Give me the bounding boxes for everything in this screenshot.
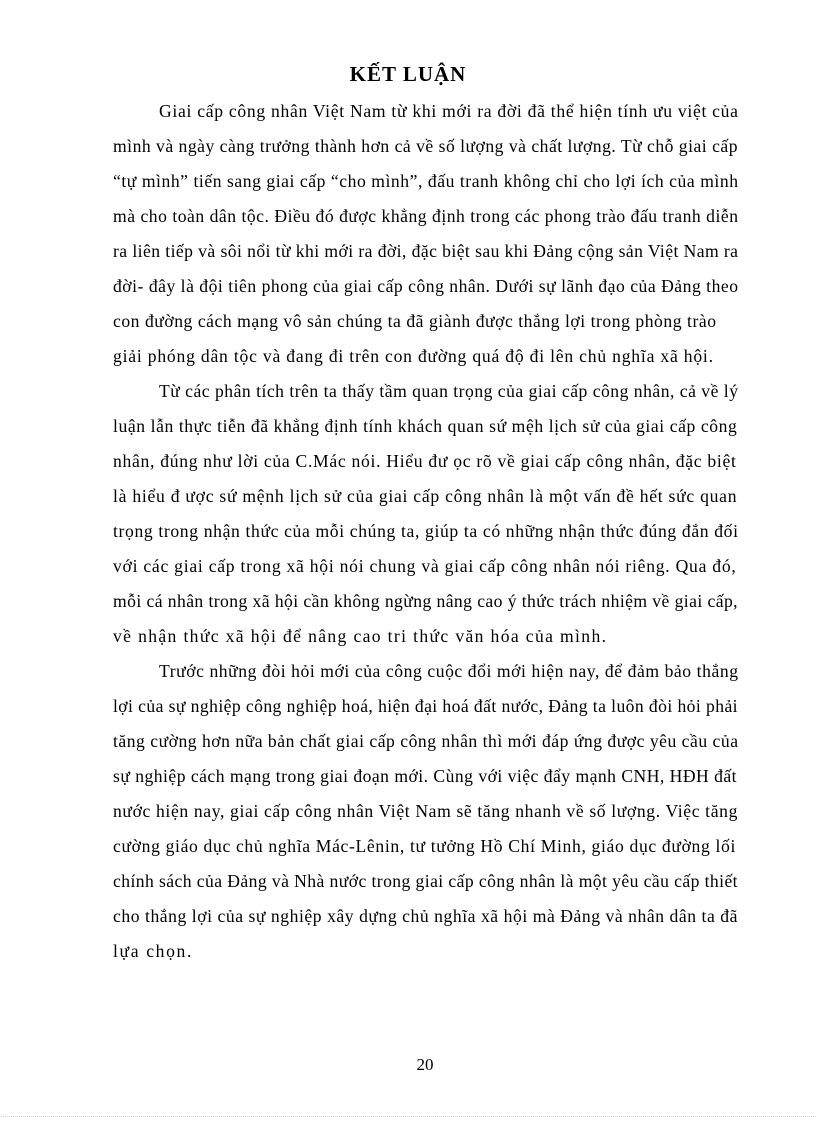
text-line: ra liên tiếp và sôi nổi từ khi mới ra đời, đặc biệt sau khi Đảng cộng sản Việt Nam ra <box>113 241 739 261</box>
text-line: nước hiện nay, giai cấp công nhân Việt Nam sẽ tăng nhanh về số lượng. Việc tăng <box>113 801 738 821</box>
text-line: giải phóng dân tộc và đang đi trên con đường quá độ đi lên chủ nghĩa xã hội. <box>113 346 714 366</box>
text-line: mà cho toàn dân tộc. Điều đó được khẳng định trong các phong trào đấu tranh diễn <box>113 206 739 226</box>
page-number: 20 <box>416 1055 434 1074</box>
text-line: mỗi cá nhân trong xã hội cần không ngừng nâng cao ý thức trách nhiệm về giai cấp, <box>113 591 738 611</box>
page-bottom-rule <box>0 1116 816 1117</box>
text-line: con đường cách mạng vô sản chúng ta đã giành được thắng lợi trong phòng trào <box>113 311 717 331</box>
text-line: mình và ngày càng trưởng thành hơn cả về số lượng và chất lượng. Từ chỗ giai cấp <box>113 136 738 156</box>
text-line: tăng cường hơn nữa bản chất giai cấp công nhân thì mới đáp ứng được yêu cầu của <box>113 731 739 751</box>
text-line: “tự mình” tiến sang giai cấp “cho mình”, đấu tranh không chỉ cho lợi ích của mình <box>113 171 739 191</box>
text-line: cho thắng lợi của sự nghiệp xây dựng chủ nghĩa xã hội mà Đảng và nhân dân ta đã <box>113 906 738 926</box>
text-line: trọng trong nhận thức của mỗi chúng ta, giúp ta có những nhận thức đúng đắn đối <box>113 521 739 541</box>
text-line: nhân, đúng như lời của C.Mác nói. Hiểu đư ọc rõ về giai cấp công nhân, đặc biệt <box>113 451 737 471</box>
text-line: Trước những đòi hỏi mới của công cuộc đổi mới hiện nay, để đảm bảo thắng <box>159 661 739 681</box>
text-line: cường giáo dục chủ nghĩa Mác-Lênin, tư tưởng Hồ Chí Minh, giáo dục đường lối <box>113 836 737 856</box>
text-line: luận lẫn thực tiễn đã khẳng định tính khách quan sứ mệh lịch sử của giai cấp công <box>113 416 738 436</box>
text-line: lợi của sự nghiệp công nghiệp hoá, hiện đại hoá đất nước, Đảng ta luôn đòi hỏi phải <box>113 696 738 716</box>
text-line: Từ các phân tích trên ta thấy tầm quan trọng của giai cấp công nhân, cả về lý <box>159 381 739 401</box>
text-line: sự nghiệp cách mạng trong giai đoạn mới. Cùng với việc đẩy mạnh CNH, HĐH đất <box>113 766 738 786</box>
text-line: với các giai cấp trong xã hội nói chung và giai cấp công nhân nói riêng. Qua đó, <box>113 556 737 576</box>
text-line: chính sách của Đảng và Nhà nước trong giai cấp công nhân là một yêu cầu cấp thiết <box>113 871 738 891</box>
page-title: KẾT LUẬN <box>349 62 467 86</box>
text-line: là hiểu đ ược sứ mệnh lịch sử của giai cấp công nhân là một vấn đề hết sức quan <box>113 486 738 506</box>
text-line: đời- đây là đội tiên phong của giai cấp công nhân. Dưới sự lãnh đạo của Đảng theo <box>113 276 739 296</box>
text-line: về nhận thức xã hội để nâng cao tri thức văn hóa của mình. <box>113 626 608 646</box>
text-line: Giai cấp công nhân Việt Nam từ khi mới ra đời đã thể hiện tính ưu việt của <box>159 101 739 121</box>
text-line: lựa chọn. <box>113 941 193 961</box>
